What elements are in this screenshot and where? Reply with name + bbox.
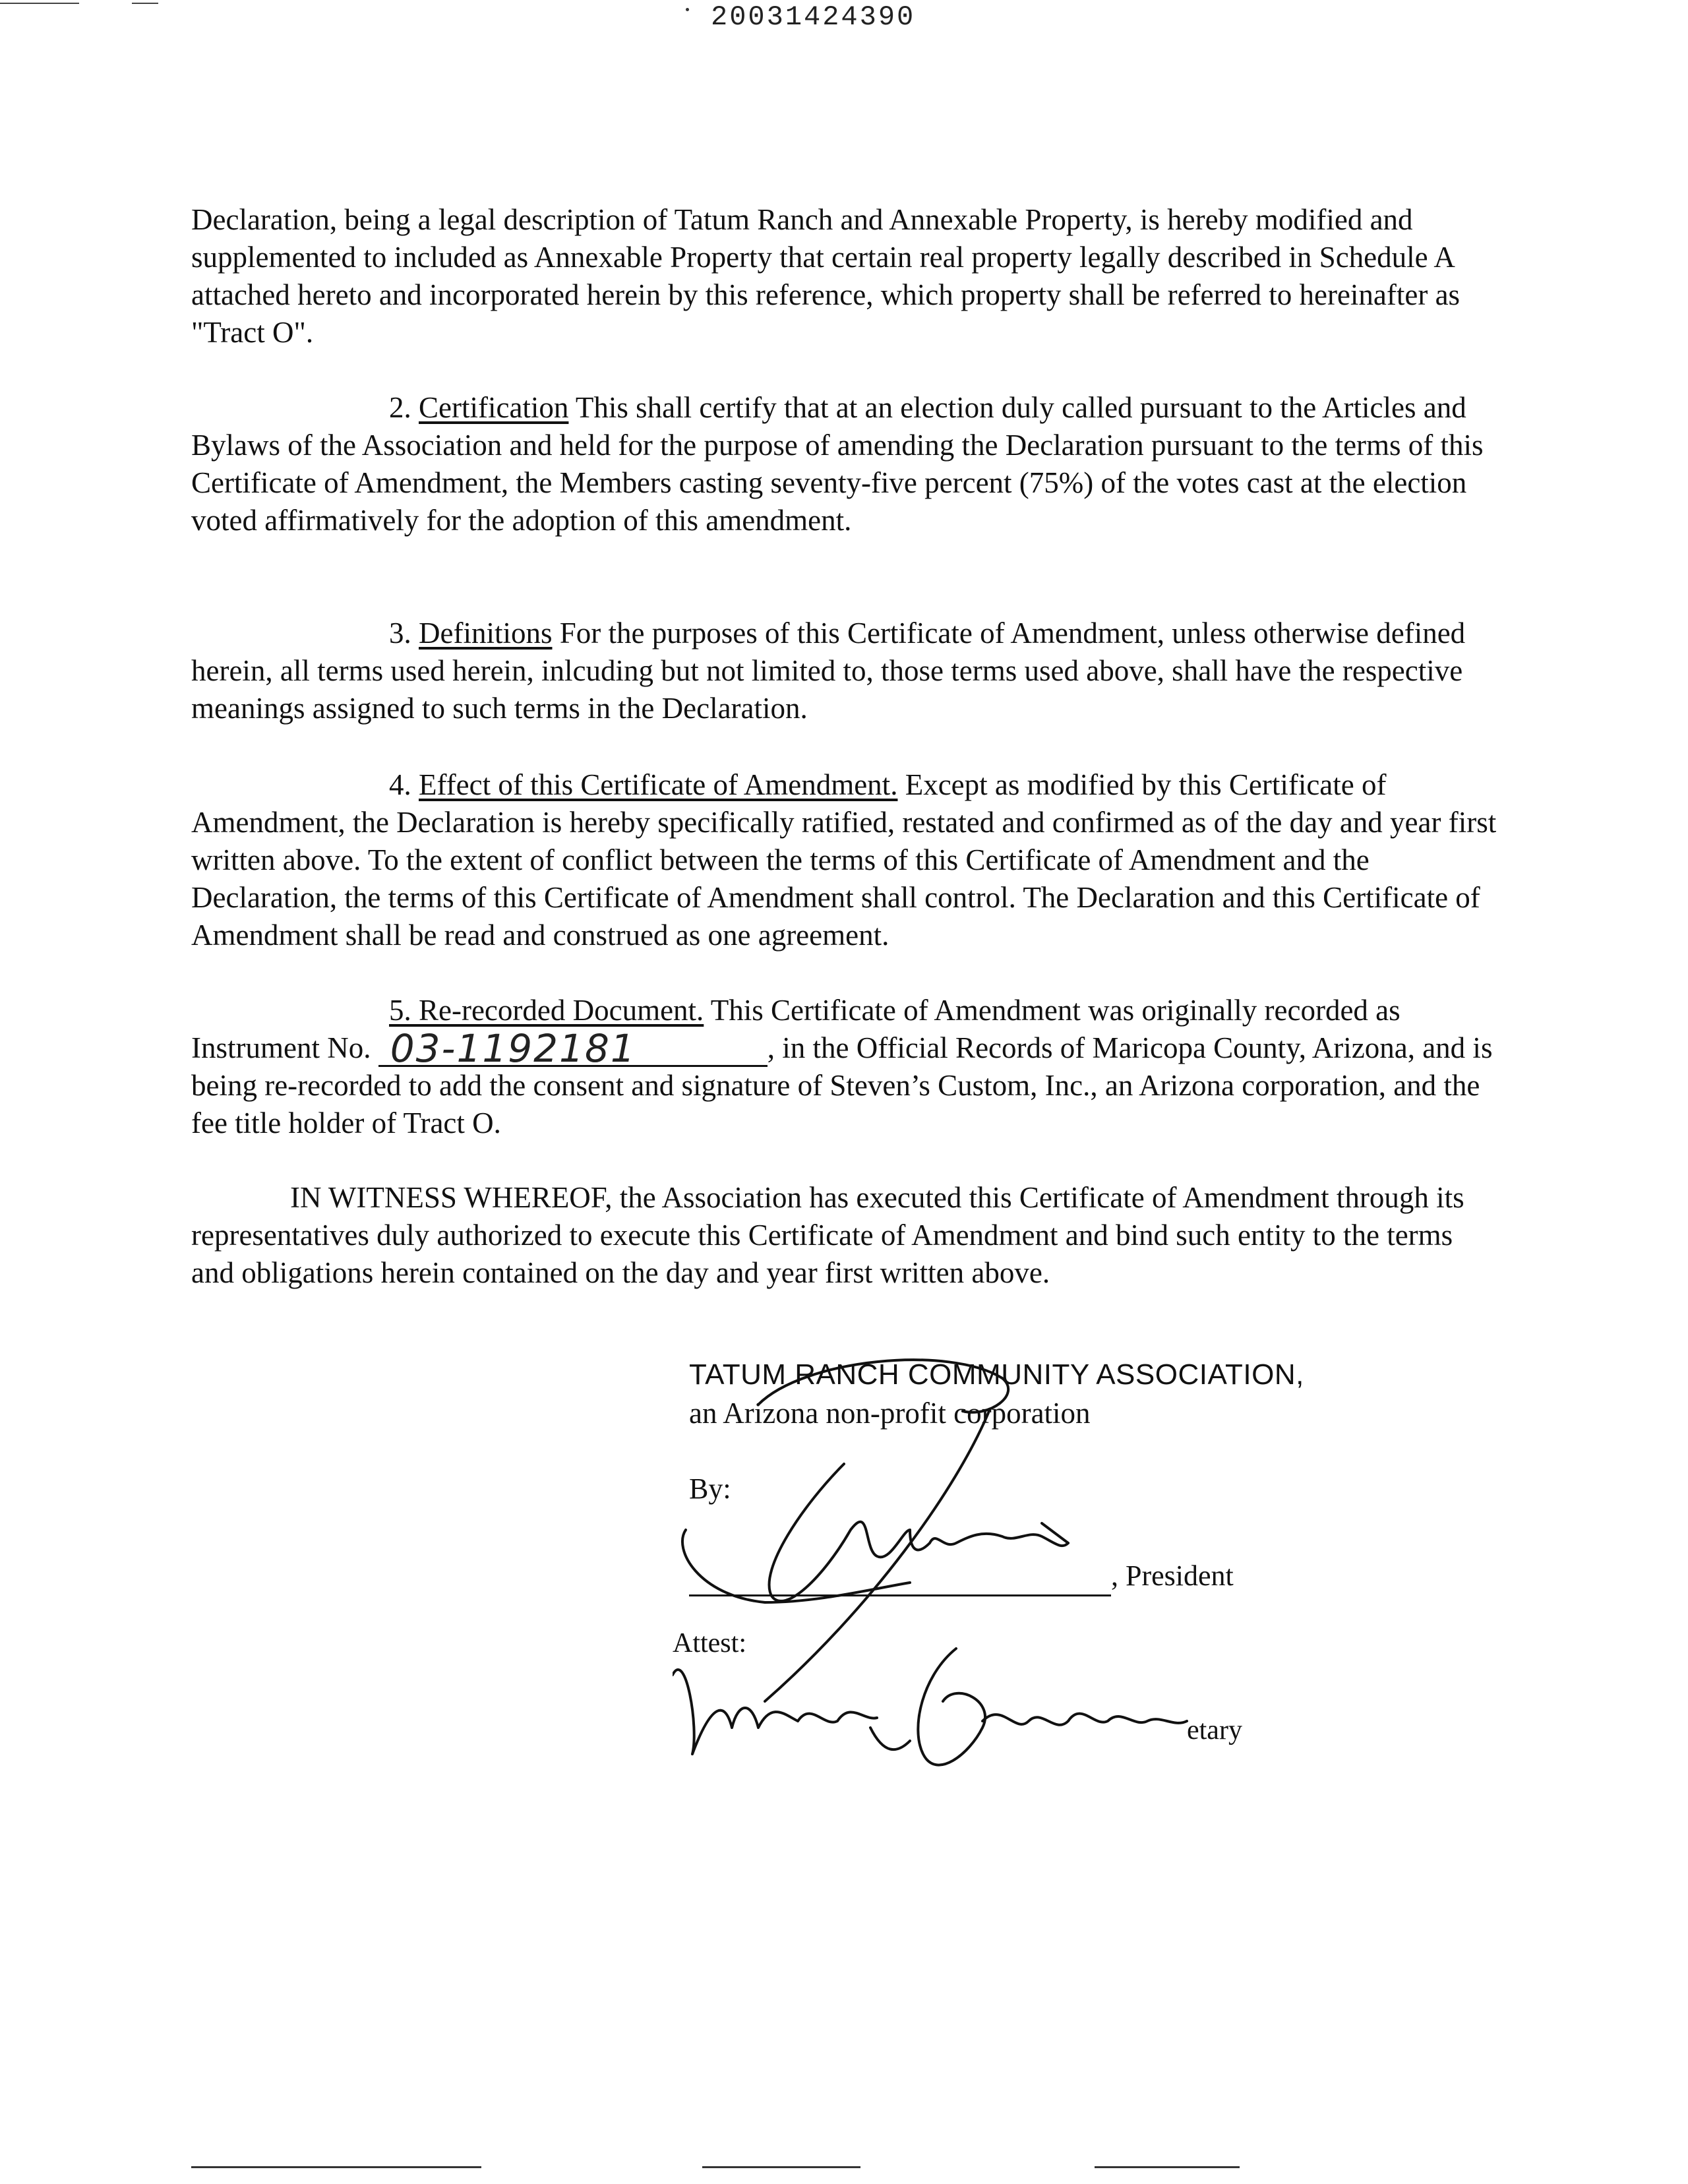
section-heading: Certification <box>419 391 569 424</box>
secretary-label: etary <box>1187 1715 1242 1745</box>
section-heading: Effect of this Certificate of Amendment. <box>419 768 898 801</box>
paragraph-witness <box>191 1179 1497 1292</box>
section-heading: 5. Re-recorded Document. <box>389 994 704 1027</box>
paragraph-text: IN WITNESS WHEREOF, the Association has executed this Certificate of Amendment through its representatives duly authorized to execute this Certificate of Amendment and bind such entity to the terms and obligations herein contained on the day and year first written above. <box>191 1181 1464 1289</box>
paragraph-text: Except as modified by this Certificate of Amendment, the Declaration is hereby specifically ratified, restated and confirmed as of the day and year first written above. To the extent of conflict between the terms of this Certificate of Amendment and the Declaration, the terms of this Certificate of Amendment shall control. The Declaration and this Certificate of Amendment shall be read and construed as one agreement. <box>191 768 1497 952</box>
paragraph-text: This shall certify that at an election duly called pursuant to the Articles and Bylaws of the Association and held for the purpose of amending the Declaration pursuant to the terms of this Certificate of Amendment, the Members casting seventy-five percent (75%) of the votes cast at the election voted affirmatively for the adoption of this amendment. <box>191 391 1484 537</box>
section-number: 2. <box>389 391 411 424</box>
scan-mark <box>132 3 158 4</box>
paragraph-declaration <box>191 201 1497 351</box>
by-label: By: <box>689 1472 731 1505</box>
recording-number: 20031424390 <box>711 1 916 33</box>
paragraph-effect <box>191 766 1497 954</box>
section-heading: Definitions <box>419 617 553 650</box>
president-signature <box>682 1530 910 1602</box>
footer-line <box>1095 2166 1240 2168</box>
association-name: TATUM RANCH COMMUNITY ASSOCIATION, <box>689 1358 1304 1391</box>
paragraph-text: Declaration, being a legal description of Tatum Ranch and Annexable Property, is hereby modified and supplemented to included as Annexable Property that certain real property legally described in Schedule A attached hereto and incorporated herein by this reference, which property shall be referred to hereinafter as "Tract O". <box>191 203 1461 349</box>
president-label: , President <box>1111 1560 1234 1592</box>
paragraph-text: For the purposes of this Certificate of Amendment, unless otherwise defined herein, all terms used herein, inlcuding but not limited to, those terms used above, shall have the respective meanings assigned to such terms in the Declaration. <box>191 617 1466 725</box>
footer-line <box>191 2166 481 2168</box>
footer-line <box>702 2166 860 2168</box>
instrument-number-field <box>378 1026 768 1071</box>
scan-mark <box>0 3 79 4</box>
paragraph-certification <box>191 389 1497 539</box>
paragraph-rerecorded <box>191 992 1497 1142</box>
attest-label: Attest: <box>673 1628 746 1658</box>
signature-strokes <box>673 1332 1200 1794</box>
paragraph-text: This Certificate of Amendment was originally recorded as Instrument No. <box>191 994 1401 1064</box>
section-number: 3. <box>389 617 411 650</box>
paragraph-text: , in the Official Records of Maricopa County, Arizona, and is being re-recorded to add the consent and signature of Steven’s Custom, Inc., an Arizona corporation, and the fee title holder of Tract O. <box>191 1031 1493 1139</box>
association-description: an Arizona non-profit corporation <box>689 1397 1091 1430</box>
secretary-signature <box>673 1670 877 1754</box>
section-number: 4. <box>389 768 411 801</box>
scan-dot <box>686 8 689 11</box>
seal-loop <box>758 1360 1008 1412</box>
paragraph-definitions <box>191 615 1497 727</box>
instrument-number-handwritten: 03-1192181 <box>390 1026 636 1071</box>
